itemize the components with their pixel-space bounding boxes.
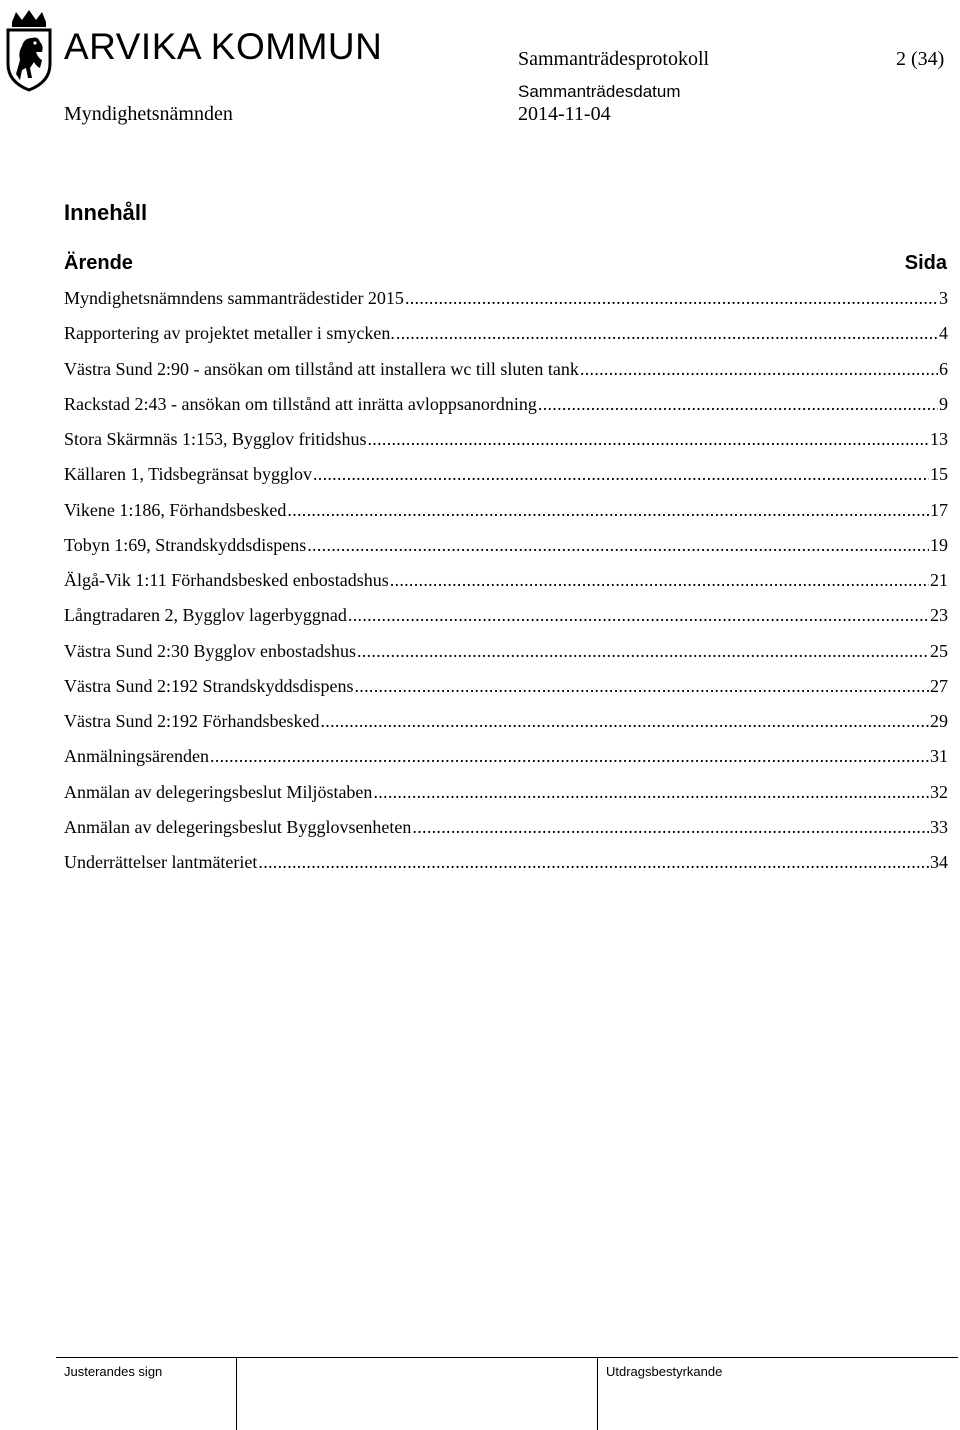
toc-entry-title: Källaren 1, Tidsbegränsat bygglov bbox=[64, 464, 312, 485]
toc-entry-page: 4 bbox=[939, 323, 948, 344]
meeting-date-label: Sammanträdesdatum bbox=[518, 82, 681, 101]
toc-entry-page: 31 bbox=[930, 746, 948, 767]
dot-leader bbox=[313, 463, 929, 485]
toc-entry-page: 17 bbox=[930, 499, 948, 520]
toc-entry-title: Långtradaren 2, Bygglov lagerbyggnad bbox=[64, 605, 347, 626]
toc-entry-title: Rackstad 2:43 - ansökan om tillstånd att inrätta avloppsanordning bbox=[64, 393, 537, 414]
signature-footer bbox=[56, 1357, 958, 1430]
dot-leader bbox=[538, 393, 938, 415]
column-header-page: Sida bbox=[904, 252, 947, 274]
toc-entry[interactable] bbox=[64, 534, 948, 569]
toc-entry-page: 21 bbox=[930, 570, 948, 590]
table-of-contents bbox=[64, 287, 948, 886]
toc-entry-title: Västra Sund 2:90 - ansökan om tillstånd att installera wc till sluten tank bbox=[64, 358, 579, 379]
page-number: 2 (34) bbox=[896, 48, 945, 70]
toc-entry-title: Anmälan av delegeringsbeslut Bygglovsenheten bbox=[64, 816, 412, 837]
toc-entry-page: 33 bbox=[930, 816, 948, 837]
toc-entry[interactable] bbox=[64, 781, 948, 816]
dot-leader bbox=[355, 675, 930, 697]
toc-entry-title: Vikene 1:186, Förhandsbesked bbox=[64, 499, 287, 520]
toc-entry-page: 29 bbox=[930, 711, 948, 731]
adjuster-signature-label: Justerandes sign bbox=[64, 1364, 163, 1379]
toc-entry-title: Tobyn 1:69, Strandskyddsdispens bbox=[64, 534, 307, 555]
toc-entry-page: 6 bbox=[939, 358, 948, 379]
document-type: Sammanträdesprotokoll bbox=[518, 48, 710, 70]
toc-entry-page: 32 bbox=[930, 781, 948, 802]
toc-entry-title: Anmälan av delegeringsbeslut Miljöstaben bbox=[64, 781, 373, 802]
toc-entry-page: 34 bbox=[930, 852, 948, 872]
dot-leader bbox=[210, 745, 929, 767]
footer-divider bbox=[597, 1358, 598, 1430]
toc-entry-title: Västra Sund 2:192 Förhandsbesked bbox=[64, 711, 320, 731]
dot-leader bbox=[396, 322, 938, 344]
toc-entry-page: 13 bbox=[930, 429, 948, 449]
dot-leader bbox=[287, 499, 929, 521]
toc-entry-title: Rapportering av projektet metaller i smycken. bbox=[64, 323, 395, 344]
toc-entry-title: Anmälningsärenden bbox=[64, 746, 209, 767]
toc-entry[interactable] bbox=[64, 816, 948, 851]
toc-entry[interactable] bbox=[64, 604, 948, 639]
toc-entry[interactable] bbox=[64, 745, 948, 780]
toc-entry-title: Stora Skärmnäs 1:153, Bygglov fritidshus bbox=[64, 429, 367, 449]
toc-entry[interactable] bbox=[64, 569, 948, 604]
toc-entry-page: 9 bbox=[939, 393, 948, 414]
toc-entry-page: 3 bbox=[939, 288, 948, 308]
municipality-logo-text: ARVIKA KOMMUN bbox=[64, 26, 383, 67]
dot-leader bbox=[580, 358, 938, 380]
toc-entry-page: 25 bbox=[930, 640, 948, 661]
meeting-date: 2014-11-04 bbox=[518, 103, 611, 125]
dot-leader bbox=[390, 569, 929, 591]
dot-leader bbox=[258, 851, 929, 873]
toc-entry-title: Västra Sund 2:30 Bygglov enbostadshus bbox=[64, 640, 356, 661]
toc-entry[interactable] bbox=[64, 851, 948, 886]
toc-entry-page: 23 bbox=[930, 605, 948, 626]
dot-leader bbox=[307, 534, 929, 556]
dot-leader bbox=[373, 781, 929, 803]
toc-entry-title: Västra Sund 2:192 Strandskyddsdispens bbox=[64, 675, 354, 696]
toc-entry[interactable] bbox=[64, 322, 948, 357]
toc-entry[interactable] bbox=[64, 640, 948, 675]
toc-entry[interactable] bbox=[64, 710, 948, 745]
extract-certification-label: Utdragsbestyrkande bbox=[606, 1364, 723, 1379]
toc-entry[interactable] bbox=[64, 499, 948, 534]
toc-entry[interactable] bbox=[64, 287, 948, 322]
dot-leader bbox=[357, 640, 929, 662]
toc-entry-title: Älgå-Vik 1:11 Förhandsbesked enbostadshus bbox=[64, 570, 389, 590]
toc-entry-page: 27 bbox=[930, 675, 948, 696]
coat-of-arms-icon bbox=[2, 8, 56, 92]
toc-entry-page: 15 bbox=[930, 464, 948, 485]
column-header-matter: Ärende bbox=[64, 252, 133, 274]
toc-entry[interactable] bbox=[64, 463, 948, 498]
toc-entry-page: 19 bbox=[930, 534, 948, 555]
toc-entry[interactable] bbox=[64, 393, 948, 428]
contents-title: Innehåll bbox=[64, 200, 148, 225]
dot-leader bbox=[368, 428, 930, 450]
toc-entry-title: Underrättelser lantmäteriet bbox=[64, 852, 258, 872]
footer-divider bbox=[236, 1358, 237, 1430]
toc-entry-title: Myndighetsnämndens sammanträdestider 2015 bbox=[64, 288, 404, 308]
dot-leader bbox=[320, 710, 929, 732]
toc-entry[interactable] bbox=[64, 358, 948, 393]
dot-leader bbox=[348, 604, 929, 626]
dot-leader bbox=[412, 816, 929, 838]
dot-leader bbox=[405, 287, 938, 309]
department-name: Myndighetsnämnden bbox=[64, 103, 233, 125]
toc-entry[interactable] bbox=[64, 675, 948, 710]
toc-entry[interactable] bbox=[64, 428, 948, 463]
